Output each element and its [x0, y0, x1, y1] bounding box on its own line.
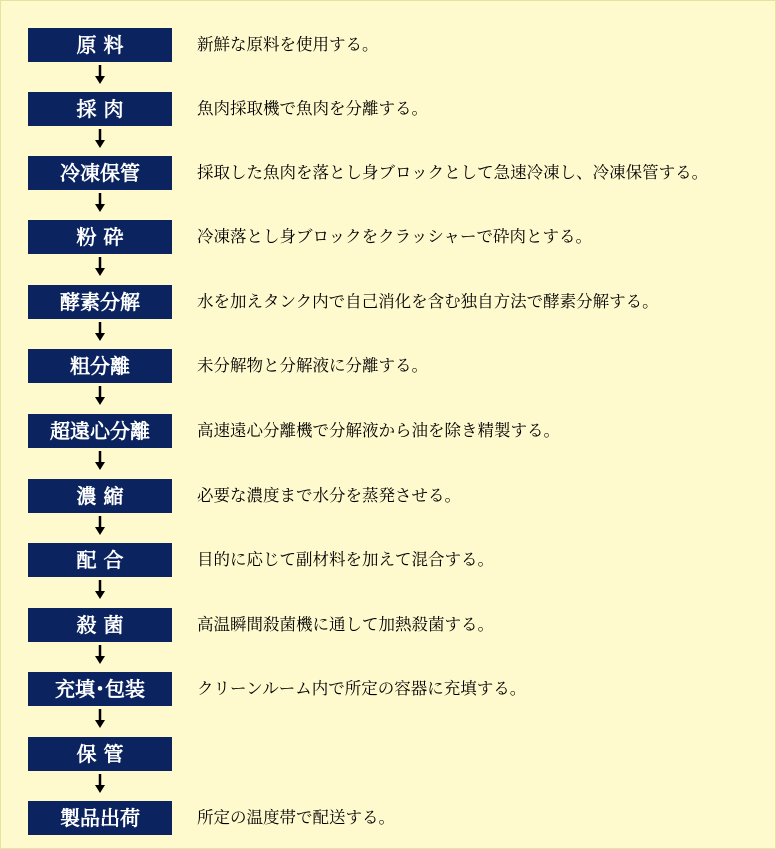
step-description: 魚肉採取機で魚肉を分離する。 [197, 99, 428, 118]
step-crushing [1, 220, 776, 254]
step-label: 充填･包装 [28, 672, 172, 706]
down-arrow-icon [92, 449, 108, 473]
step-ultracentrifugation [1, 414, 776, 448]
step-description: 高温瞬間殺菌機に通して加熱殺菌する。 [197, 615, 494, 634]
step-frozen-storage [1, 156, 776, 190]
step-description: 必要な濃度まで水分を蒸発させる。 [197, 486, 461, 505]
step-label: 製品出荷 [28, 801, 172, 835]
down-arrow-icon [92, 127, 108, 151]
step-description: 採取した魚肉を落とし身ブロックとして急速冷凍し、冷凍保管する。 [197, 163, 709, 182]
down-arrow-icon [92, 384, 108, 408]
step-label: 保 管 [28, 737, 172, 771]
down-arrow-icon [92, 772, 108, 796]
step-description: 水を加えタンク内で自己消化を含む独自方法で酵素分解する。 [197, 292, 659, 311]
step-description: クリーンルーム内で所定の容器に充填する。 [197, 679, 527, 698]
step-label: 原 料 [28, 28, 172, 62]
down-arrow-icon [92, 63, 108, 87]
step-label: 冷凍保管 [28, 156, 172, 190]
step-blending [1, 543, 776, 577]
step-description: 新鮮な原料を使用する。 [197, 35, 379, 54]
step-label: 粗分離 [28, 349, 172, 383]
step-description: 所定の温度帯で配送する。 [197, 808, 395, 827]
down-arrow-icon [92, 320, 108, 344]
step-description: 冷凍落とし身ブロックをクラッシャーで砕肉とする。 [197, 227, 593, 246]
step-product-shipment [1, 801, 776, 835]
step-meat-extraction [1, 92, 776, 126]
step-label: 濃 縮 [28, 479, 172, 513]
down-arrow-icon [92, 514, 108, 538]
down-arrow-icon [92, 255, 108, 279]
down-arrow-icon [92, 707, 108, 731]
step-concentration [1, 479, 776, 513]
step-label: 粉 砕 [28, 220, 172, 254]
step-sterilization [1, 608, 776, 642]
step-description: 未分解物と分解液に分離する。 [197, 356, 428, 375]
step-filling-packaging [1, 672, 776, 706]
step-raw-material [1, 28, 776, 62]
step-label: 酵素分解 [28, 285, 172, 319]
step-label: 配 合 [28, 543, 172, 577]
step-enzymatic-digestion [1, 285, 776, 319]
step-label: 超遠心分離 [28, 414, 172, 448]
step-description: 目的に応じて副材料を加えて混合する。 [197, 550, 494, 569]
step-storage [1, 737, 776, 771]
step-label: 殺 菌 [28, 608, 172, 642]
down-arrow-icon [92, 191, 108, 215]
down-arrow-icon [92, 578, 108, 602]
step-label: 採 肉 [28, 92, 172, 126]
step-coarse-separation [1, 349, 776, 383]
down-arrow-icon [92, 643, 108, 667]
step-description: 高速遠心分離機で分解液から油を除き精製する。 [197, 421, 560, 440]
